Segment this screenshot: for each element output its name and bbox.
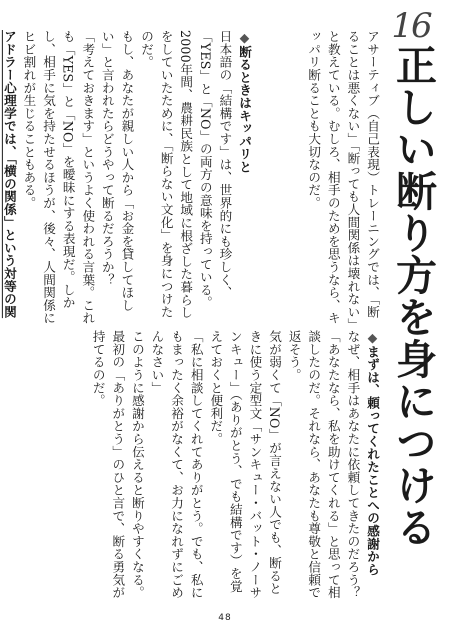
section-thanks-paragraph-1: なぜ、相手はあなたに依頼してきたのだろう？「あなたなら、私を助けてくれる」と思って相談したのだ。それなら、あなたも尊敬と信頼で返そう。 [286,330,361,599]
section-thanks-paragraph-4: このように感謝から伝えると断りやすくなる。最初の「ありがとう」のひと言で、断る勇気が持てるのだ。 [90,330,145,599]
section-clear-heading-text: 断るときはキッパリと [237,45,252,174]
intro-block [252,30,382,330]
section-thanks-heading-text: まずは、頼ってくれたことへの感謝から [365,345,380,576]
diamond-bullet-icon: ◆ [365,330,380,346]
section-clear-paragraph-2: もし、あなたが親しい人から「お金を貸してほしい」と言われたらどうやって断るだろうか？ [99,30,135,312]
chapter-title: 正しい断り方を身につける [389,44,437,548]
section-thanks-paragraph-2: 気が弱くて「NO」が言えない人でも、断るときに使う定型文「サンキュー・バット・ノーサンキュー」（ありがとう、でも結構です）を覚えておくと便利だ。 [208,330,283,599]
section-thanks-block [82,330,382,600]
section-clear-paragraph-1: 日本語の「結構です」は、世界的にも珍しく、「YES」と「NO」の両方の意味を持っている。2000年間、農耕民族として地域に根ざした暮らしをしていたために、「断らない文化」を身につけたのだ。 [139,30,233,319]
section-clear-paragraph-3: 「考えておきます」というよく使われる言葉。これも「YES」と「NO」を曖昧にする表現だ。しかし、相手に気を持たせるほうが、後々、人間関係にヒビ割れが生じることもある。 [21,30,96,325]
section-clear-block [1,30,254,330]
diamond-bullet-icon: ◆ [237,30,252,46]
section-clear-heading [234,30,254,330]
page-number: 48 [218,613,232,623]
section-thanks-heading [362,330,382,600]
intro-paragraph: アサーティブ（自己表現）トレーニングでは、「断ることは悪くない」「断っても人間関係は壊れない」と教えている。むしろ、相手のためを思うなら、キッパリ断ることも大切なのだ。 [306,30,380,325]
highlight-adler: アドラー心理学では、「横の関係」という対等の関 [1,30,17,319]
chapter-number: 16 [391,6,431,46]
section-thanks-paragraph-3: 「私に相談してくれてありがとう。でも、私にもまったく余裕がなくて、お力になれずにごめんなさい」 [149,330,204,599]
